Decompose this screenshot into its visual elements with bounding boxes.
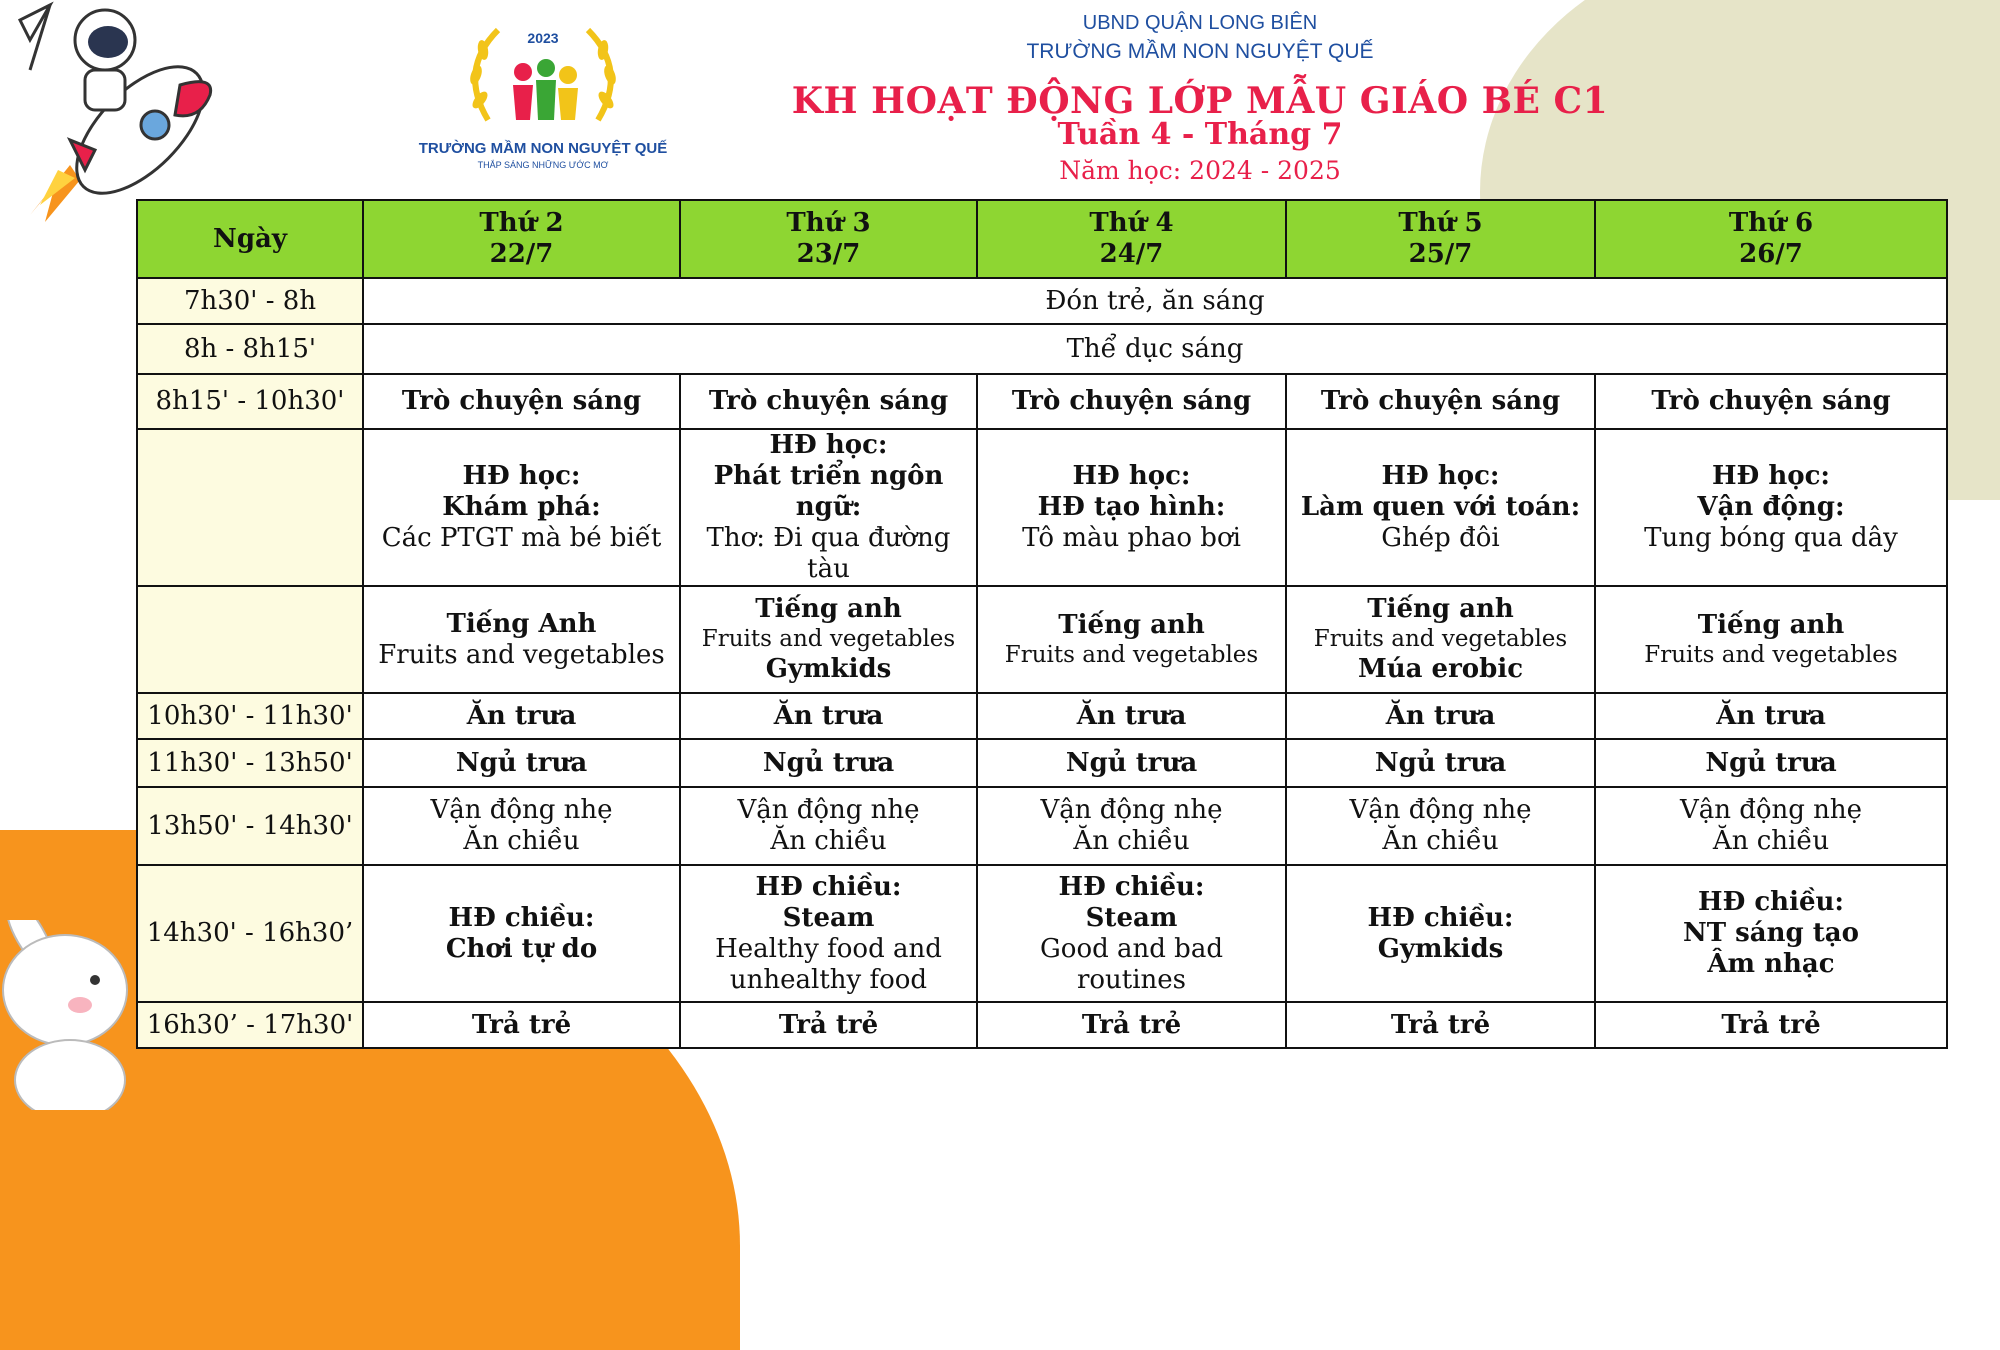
week-label: Tuần 4 - Tháng 7 (1057, 117, 1343, 152)
activity-subject: Vận động: (1697, 492, 1845, 522)
activity-heading: HĐ chiều: (1367, 902, 1514, 933)
table-row (137, 739, 1947, 787)
activity-line: Vận động nhẹ (1679, 795, 1863, 825)
activity-line: Ăn chiều (770, 826, 887, 856)
day-date: 23/7 (796, 239, 861, 269)
day-name: Thứ 5 (1398, 208, 1483, 238)
activity-heading: HĐ học: (1072, 461, 1191, 491)
day-name: Thứ 3 (786, 208, 871, 238)
activity-topic: Các PTGT mà bé biết (381, 523, 662, 553)
time-cell: 16h30’ - 17h30' (137, 1002, 363, 1048)
activity-subject: Chơi tự do (445, 933, 598, 964)
activity-topic: Ghép đôi (1381, 523, 1500, 553)
activity-cell (680, 865, 977, 1002)
activity-cell: Trả trẻ (680, 1002, 977, 1048)
activity-heading: Tiếng anh (1697, 609, 1845, 640)
activity-cell (1286, 586, 1595, 693)
day-header (1595, 200, 1947, 278)
activity-cell (977, 787, 1286, 865)
table-row (137, 324, 1947, 374)
bunny-illustration (0, 920, 150, 1110)
time-cell: 8h15' - 10h30' (137, 374, 363, 429)
logo-slogan: THẮP SÁNG NHỮNG ƯỚC MƠ (477, 160, 609, 170)
table-row (137, 787, 1947, 865)
merged-activity-cell: Đón trẻ, ăn sáng (363, 278, 1947, 324)
logo-school-name: TRƯỜNG MẦM NON NGUYỆT QUẾ (418, 140, 668, 157)
activity-heading: HĐ học: (1711, 461, 1830, 491)
table-row (137, 586, 1947, 693)
activity-subject: Làm quen với toán: (1300, 492, 1581, 522)
activity-topic: Fruits and vegetables (1004, 641, 1259, 668)
activity-cell (977, 429, 1286, 586)
activity-cell (1595, 586, 1947, 693)
activity-line: Ăn chiều (1073, 826, 1190, 856)
activity-extra: Múa erobic (1357, 654, 1524, 684)
activity-cell (1595, 429, 1947, 586)
time-cell: 10h30' - 11h30' (137, 693, 363, 739)
activity-cell: Ăn trưa (977, 693, 1286, 739)
day-name: Thứ 2 (479, 208, 564, 238)
activity-cell (1286, 865, 1595, 1002)
day-header (1286, 200, 1595, 278)
activity-subject: Khám phá: (442, 492, 601, 522)
activity-cell: Trò chuyện sáng (1286, 374, 1595, 429)
activity-heading: HĐ học: (462, 461, 581, 491)
day-name: Thứ 6 (1728, 208, 1814, 238)
time-cell: 11h30' - 13h50' (137, 739, 363, 787)
activity-cell: Ngủ trưa (363, 739, 680, 787)
day-date: 24/7 (1099, 239, 1164, 269)
activity-topic: Tô màu phao bơi (1022, 523, 1241, 553)
activity-heading: Tiếng anh (755, 594, 902, 624)
activity-cell: Ngủ trưa (680, 739, 977, 787)
activity-cell (1286, 429, 1595, 586)
activity-subject: HĐ tạo hình: (1037, 492, 1226, 522)
table-row (137, 693, 1947, 739)
merged-activity-cell: Thể dục sáng (363, 324, 1947, 374)
activity-heading: HĐ học: (769, 430, 888, 460)
activity-cell (1286, 787, 1595, 865)
school-year: Năm học: 2024 - 2025 (1059, 156, 1341, 185)
activity-cell (1595, 787, 1947, 865)
table-row (137, 429, 1947, 586)
logo-year: 2023 (527, 30, 559, 46)
day-date: 22/7 (489, 239, 554, 269)
schedule-table (136, 199, 1948, 1049)
activity-heading: HĐ chiều: (1698, 887, 1844, 917)
activity-cell: Trò chuyện sáng (1595, 374, 1947, 429)
activity-cell: Ăn trưa (1595, 693, 1947, 739)
activity-cell: Ngủ trưa (977, 739, 1286, 787)
activity-heading: Tiếng Anh (446, 608, 597, 639)
time-cell: 7h30' - 8h (137, 278, 363, 324)
activity-cell (363, 586, 680, 693)
activity-cell: Ăn trưa (680, 693, 977, 739)
activity-cell: Trả trẻ (977, 1002, 1286, 1048)
activity-topic: Good and bad routines (1040, 933, 1223, 995)
activity-topic: Healthy food and (715, 933, 942, 964)
time-cell (137, 429, 363, 586)
activity-cell (363, 787, 680, 865)
activity-subject: Gymkids (1377, 933, 1504, 964)
activity-topic: Fruits and vegetables (1644, 641, 1898, 668)
time-cell: 14h30' - 16h30’ (137, 865, 363, 1002)
district-name: UBND QUẬN LONG BIÊN (1082, 12, 1318, 34)
corner-header: Ngày (137, 200, 363, 278)
activity-heading: HĐ học: (1381, 461, 1500, 491)
activity-cell: Trò chuyện sáng (977, 374, 1286, 429)
activity-topic: Fruits and vegetables (1313, 626, 1568, 652)
activity-heading: Tiếng anh (1058, 609, 1205, 640)
activity-topic: Fruits and vegetables (701, 626, 956, 652)
time-cell (137, 586, 363, 693)
activity-topic: unhealthy food (729, 964, 928, 995)
activity-cell: Ăn trưa (1286, 693, 1595, 739)
activity-heading: HĐ chiều: (755, 871, 902, 902)
activity-extra: Gymkids (765, 654, 892, 684)
activity-line: Vận động nhẹ (1349, 795, 1532, 825)
table-row (137, 1002, 1947, 1048)
activity-cell: Ăn trưa (363, 693, 680, 739)
activity-cell (680, 586, 977, 693)
activity-cell (363, 865, 680, 1002)
activity-topic: Tung bóng qua dây (1644, 523, 1898, 553)
day-name: Thứ 4 (1089, 208, 1174, 238)
activity-cell (680, 429, 977, 586)
time-cell: 8h - 8h15' (137, 324, 363, 374)
day-header (680, 200, 977, 278)
activity-line: Ăn chiều (1712, 826, 1830, 856)
table-header-row (137, 200, 1947, 278)
activity-topic: Fruits and vegetables (378, 639, 665, 670)
school-name: TRƯỜNG MẦM NON NGUYỆT QUẾ (1026, 40, 1374, 63)
activity-heading: Tiếng anh (1367, 594, 1514, 624)
activity-cell (977, 865, 1286, 1002)
astronaut-rocket-illustration (10, 0, 220, 225)
activity-line: Ăn chiều (463, 826, 580, 856)
activity-cell (680, 787, 977, 865)
activity-subject: NT sáng tạo (1683, 918, 1859, 948)
page-title: KH HOẠT ĐỘNG LỚP MẪU GIÁO BÉ C1 (791, 80, 1609, 122)
activity-subject: Phát triển ngôn ngữ: (713, 461, 944, 522)
activity-cell: Trò chuyện sáng (363, 374, 680, 429)
activity-heading: HĐ chiều: (448, 902, 595, 933)
activity-cell (363, 429, 680, 586)
activity-cell: Ngủ trưa (1595, 739, 1947, 787)
activity-line: Vận động nhẹ (430, 795, 613, 825)
activity-line: Vận động nhẹ (1040, 795, 1223, 825)
activity-cell (977, 586, 1286, 693)
activity-subject: Steam (782, 902, 875, 933)
activity-cell: Trả trẻ (1595, 1002, 1947, 1048)
activity-cell: Trả trẻ (1286, 1002, 1595, 1048)
activity-cell (1595, 865, 1947, 1002)
table-row (137, 278, 1947, 324)
table-row (137, 865, 1947, 1002)
day-header (977, 200, 1286, 278)
activity-subject: Steam (1085, 902, 1178, 933)
day-header (363, 200, 680, 278)
activity-cell: Trò chuyện sáng (680, 374, 977, 429)
time-cell: 13h50' - 14h30' (137, 787, 363, 865)
activity-line: Vận động nhẹ (737, 795, 920, 825)
activity-line: Ăn chiều (1382, 826, 1499, 856)
activity-cell: Trả trẻ (363, 1002, 680, 1048)
activity-topic: Thơ: Đi qua đường tàu (706, 523, 951, 584)
table-row (137, 374, 1947, 429)
day-date: 25/7 (1408, 239, 1473, 269)
activity-heading: HĐ chiều: (1058, 871, 1205, 902)
activity-cell: Ngủ trưa (1286, 739, 1595, 787)
day-date: 26/7 (1739, 239, 1803, 269)
activity-subject: Âm nhạc (1707, 949, 1835, 979)
